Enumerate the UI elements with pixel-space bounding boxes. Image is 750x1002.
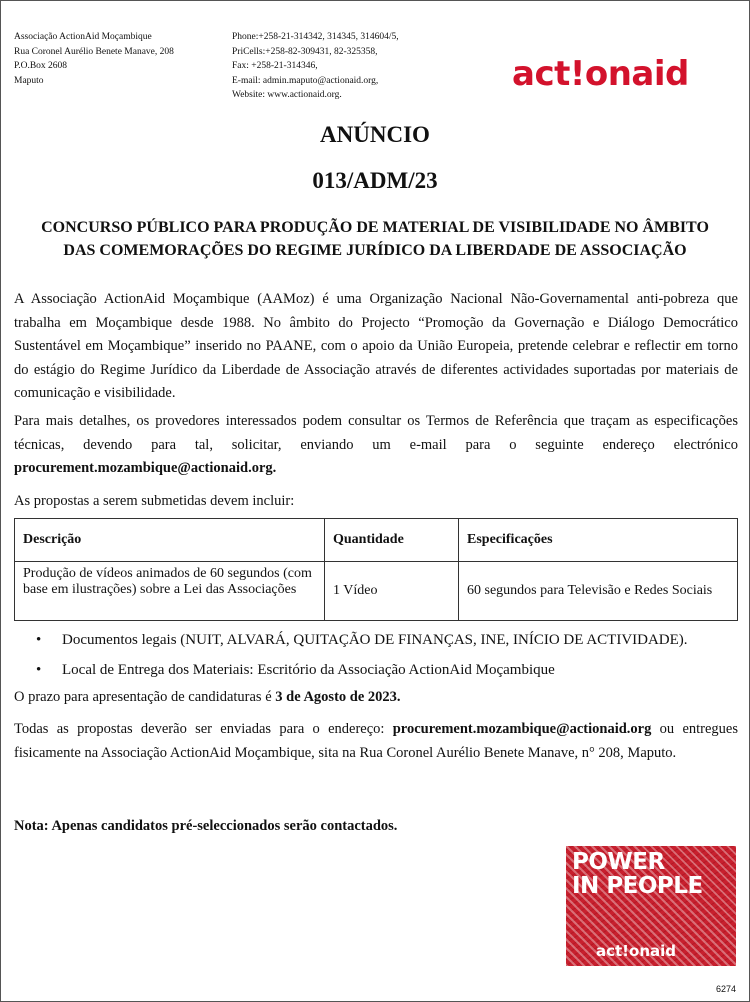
table-header-row [15,519,738,562]
deadline-paragraph [14,686,738,710]
details-text: Para mais detalhes, os provedores interessados podem consultar os Termos de Referência que traçam as especificações técnicas, devendo para tal, solicitar, enviando um e-mail para o seguinte endereço electrónico [14,413,738,453]
submission-paragraph [14,718,738,765]
table-cell: Produção de vídeos animados de 60 segundos (com base em ilustrações) sobre a Lei das Associações [15,562,325,621]
contact-line: PriCells:+258-82-309431, 82-325358, [232,46,378,57]
poster-slogan-line: POWER [572,849,665,875]
proposals-intro: As propostas a serem submetidas devem incluir: [14,493,295,509]
announcement-title: ANÚNCIO [320,122,430,147]
power-in-people-poster [566,846,736,966]
page-code: 6274 [715,984,736,994]
address-line: Associação ActionAid Moçambique [14,32,152,42]
proposal-table [14,518,738,621]
requirements-list [36,625,736,685]
contact-line: Fax: +258-21-314346, [232,61,318,71]
address-line: Maputo [14,75,44,86]
contact-line: E-mail: admin.maputo@actionaid.org, [232,75,379,86]
intro-paragraph: A Associação ActionAid Moçambique (AAMoz) é uma Organização Nacional Não-Governamental anti-pobreza que trabalha em Moçambique desde 1988. No âmbito do Projecto “Promoção da Governação e Diálogo Democrático Sustentável em Moçambique” inserido no PAANE, com o apoio da União Europeia, pretende celebrar e reflectir em torno do estágio do Regime Jurídico da Liberdade de Associação através de diferentes actividades suportadas por materiais de comunicação e visibilidade. [14,291,738,401]
contact-line: Phone:+258-21-314342, 314345, 314604/5, [232,32,399,42]
contact-block [232,30,399,103]
table-cell: 1 Vídeo [325,562,459,621]
deadline-date: 3 de Agosto de 2023. [275,689,401,705]
deadline-text: O prazo para apresentação de candidaturas é [14,689,276,705]
poster-slogan [572,850,703,898]
poster-slogan-line: IN PEOPLE [572,873,703,899]
address-line: P.O.Box 2608 [14,61,68,71]
submission-text: Todas as propostas deverão ser enviadas para o endereço: [14,721,393,737]
procurement-email-link[interactable]: procurement.mozambique@actionaid.org. [14,460,277,476]
announcement-reference: 013/ADM/23 [312,168,438,193]
tender-subject [0,216,750,262]
column-header: Especificações [459,519,738,562]
contact-line: Website: www.actionaid.org. [232,90,342,100]
address-line: Rua Coronel Aurélio Benete Manave, 208 [14,46,174,57]
table-cell: 60 segundos para Televisão e Redes Sociais [459,562,738,621]
note-text: Nota: Apenas candidatos pré-seleccionados serão contactados. [14,818,398,834]
table-row [15,562,738,621]
list-item: • Local de Entrega dos Materiais: Escritório da Associação ActionAid Moçambique [36,655,736,685]
poster-logo: act!onaid [596,942,677,960]
list-item: • Documentos legais (NUIT, ALVARÁ, QUITAÇÃO DE FINANÇAS, INE, INÍCIO DE ACTIVIDADE). [36,625,736,655]
submission-text-rest: ou entregues fisicamente na Associação ActionAid Moçambique, sita na Rua Coronel Aurélio Benete Manave, n° 208, Maputo. [14,721,739,761]
subject-line: DAS COMEMORAÇÕES DO REGIME JURÍDICO DA LIBERDADE DE ASSOCIAÇÃO [63,242,687,259]
details-paragraph [14,410,738,481]
sender-address [14,30,174,88]
actionaid-logo: act!onaid [512,54,689,94]
subject-line: CONCURSO PÚBLICO PARA PRODUÇÃO DE MATERIAL DE VISIBILIDADE NO ÂMBITO [41,219,709,236]
column-header: Descrição [15,519,325,562]
column-header: Quantidade [325,519,459,562]
submission-email-link[interactable]: procurement.mozambique@actionaid.org [392,721,652,737]
